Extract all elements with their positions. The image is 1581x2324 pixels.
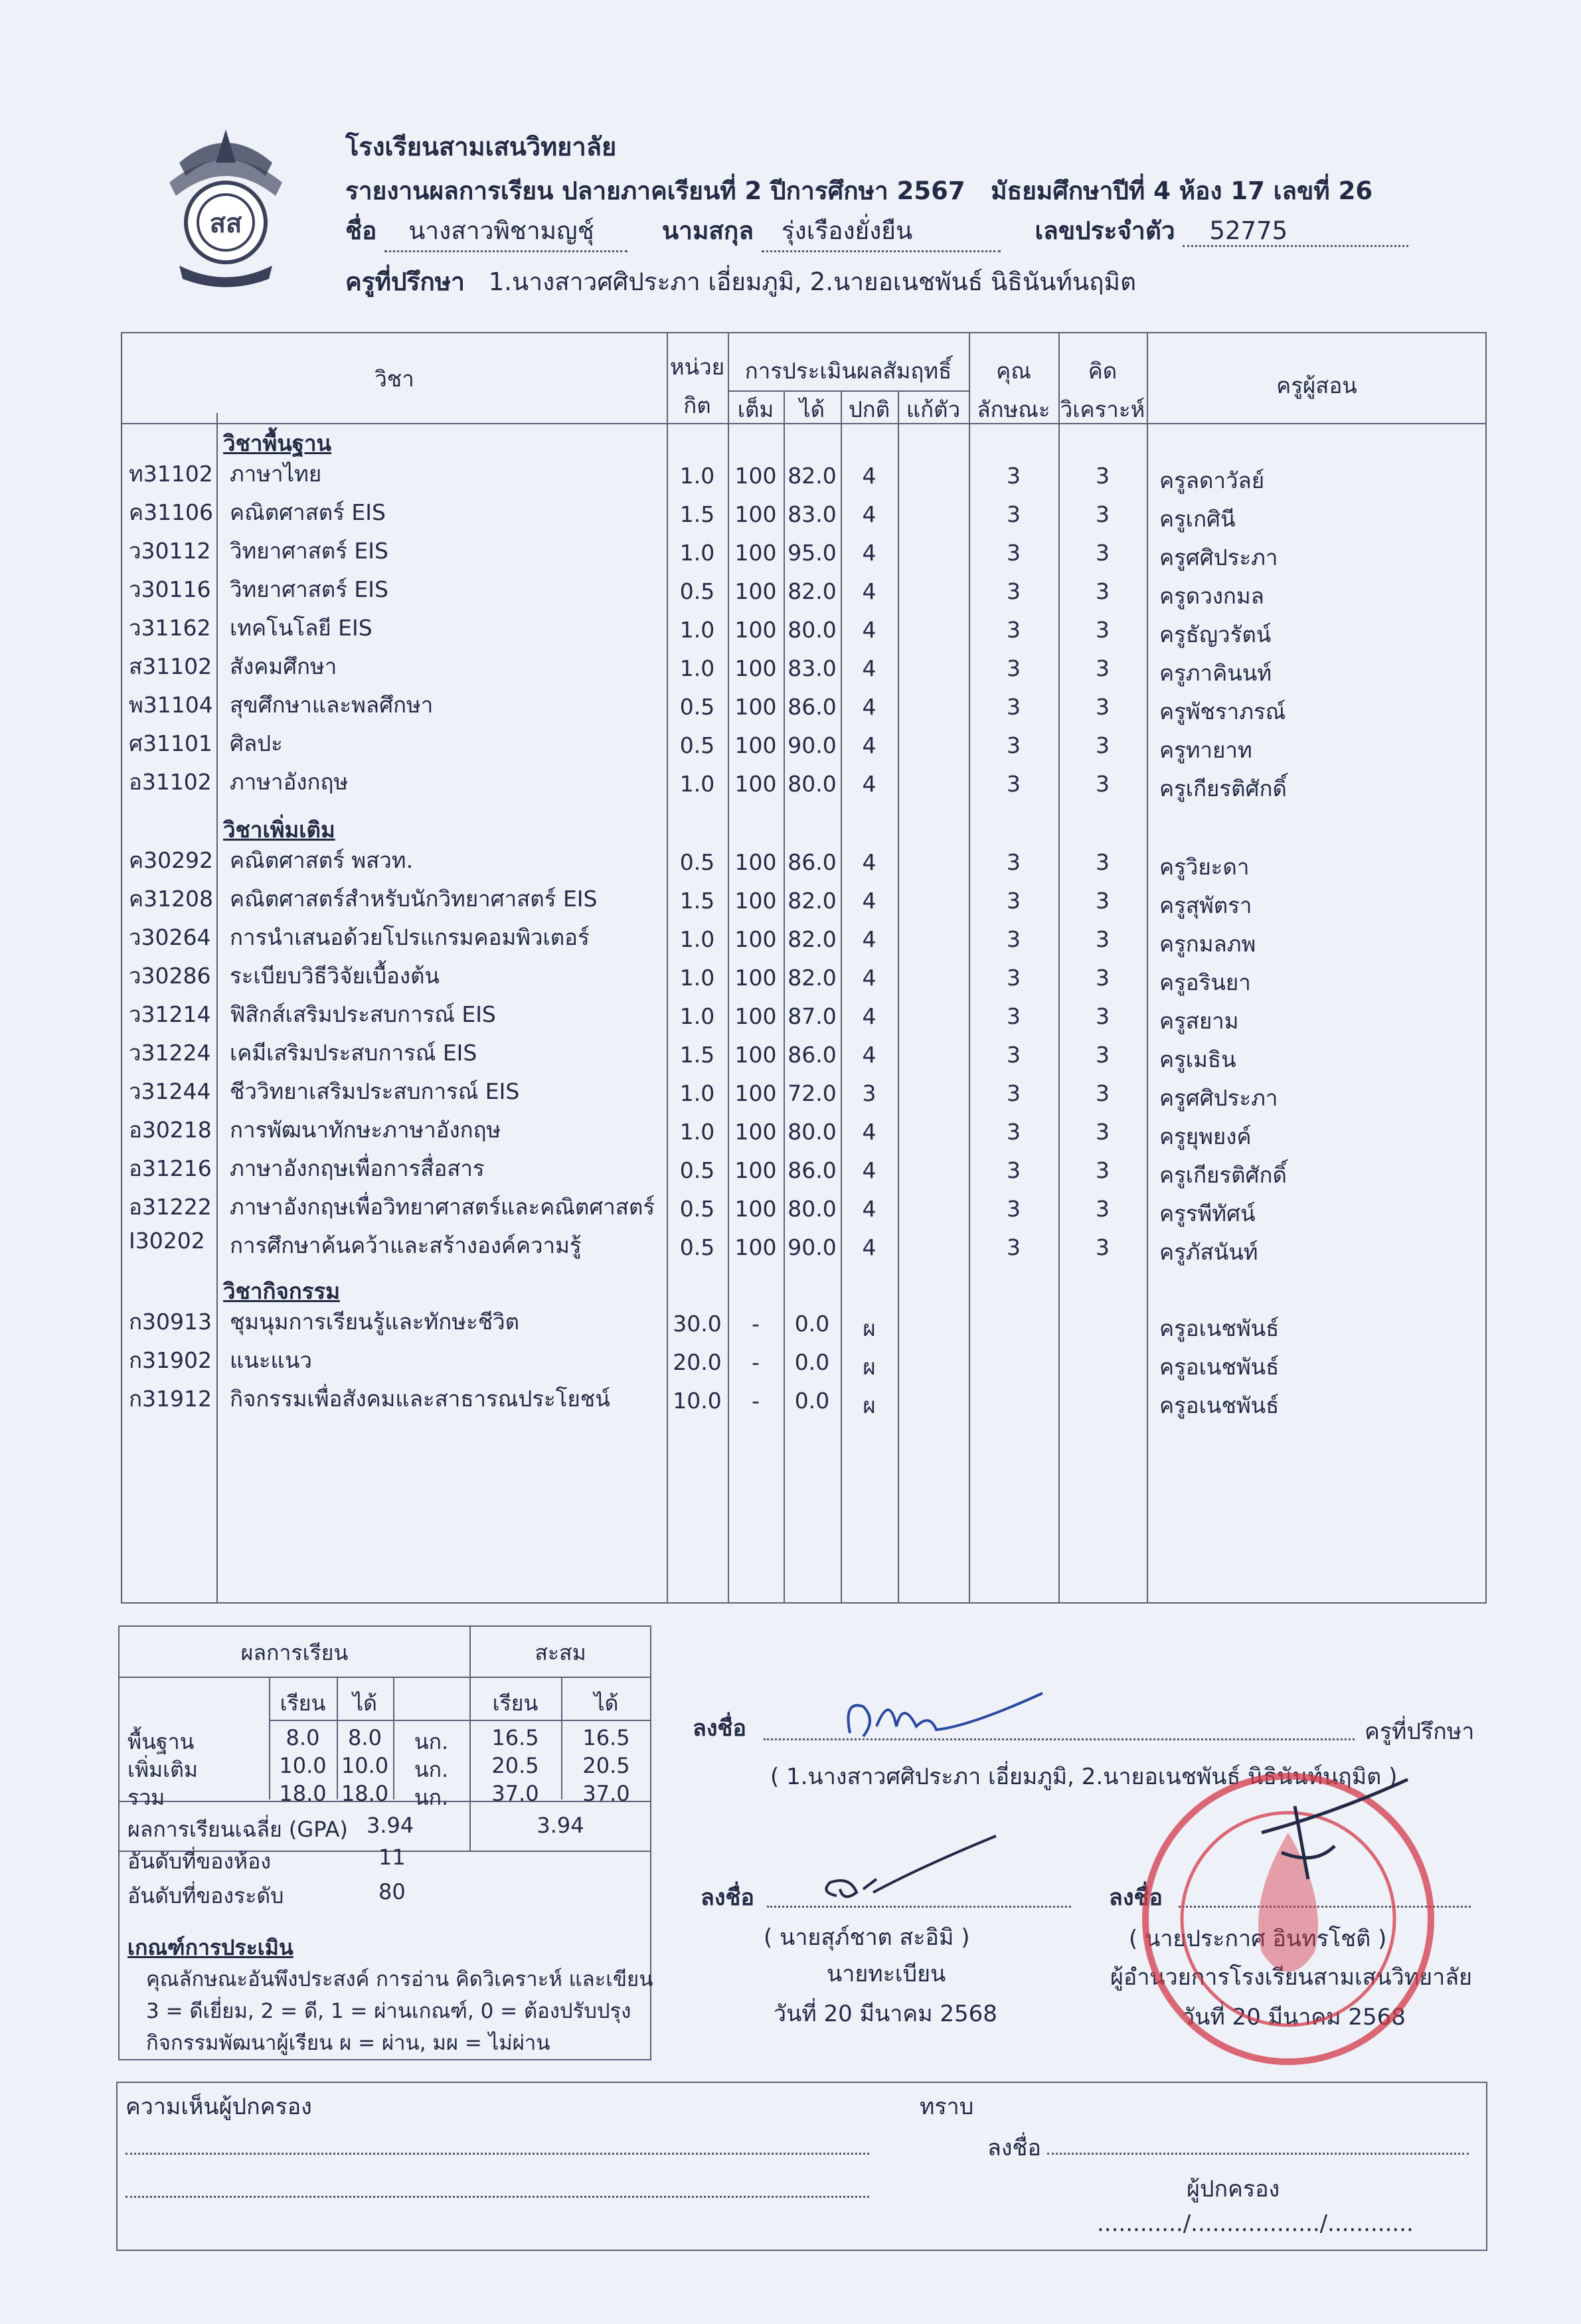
summary-box bbox=[118, 1625, 651, 2060]
cell-got: 82.0 bbox=[788, 578, 837, 604]
parent-role: ผู้ปกครอง bbox=[1187, 2176, 1280, 2202]
summary-cum-study-header: เรียน bbox=[492, 1691, 539, 1716]
rank-room-label: อันดับที่ของห้อง bbox=[127, 1849, 271, 1874]
cell-credit: 1.0 bbox=[679, 540, 715, 566]
cell-credit: 1.0 bbox=[679, 926, 715, 952]
registrar-date: วันที่ 20 มีนาคม 2568 bbox=[774, 2001, 997, 2027]
advisor-value: 1.นางสาวศศิประภา เอี่ยมภูมิ, 2.นายอเนชพันธ์ นิธินันท์นฤมิต bbox=[488, 268, 1136, 296]
cell-teacher: ครูเกียรติศักดิ์ bbox=[1159, 1162, 1287, 1188]
summary-got: 8.0 bbox=[348, 1725, 382, 1750]
cell-think: 3 bbox=[1096, 1234, 1110, 1260]
cell-got: 80.0 bbox=[788, 771, 837, 797]
cell-full: 100 bbox=[734, 501, 777, 527]
summary-got: 10.0 bbox=[341, 1753, 389, 1778]
cell-full: 100 bbox=[734, 1042, 777, 1068]
parent-opinion-box bbox=[116, 2082, 1487, 2251]
subject-name: เคมีเสริมประสบการณ์ EIS bbox=[230, 1040, 477, 1066]
summary-unit: นก. bbox=[414, 1757, 449, 1782]
cell-full: - bbox=[752, 1311, 760, 1337]
cell-char: 3 bbox=[1007, 655, 1021, 681]
surname-value: รุ่งเรืองยั่งยืน bbox=[762, 211, 1001, 252]
advisor-label: ครูที่ปรึกษา bbox=[345, 268, 465, 296]
school-stamp bbox=[1096, 1753, 1481, 2072]
header-got: ได้ bbox=[799, 396, 825, 422]
advisor-sign-names: ( 1.นางสาวศศิประภา เอี่ยมภูมิ, 2.นายอเนชพันธ์ นิธินันท์นฤมิต ) bbox=[770, 1764, 1398, 1790]
cell-credit: 1.0 bbox=[679, 965, 715, 991]
cell-char: 3 bbox=[1007, 463, 1021, 489]
report-title-text: รายงานผลการเรียน ปลายภาคเรียนที่ 2 ปีการศึกษา 2567 bbox=[345, 177, 965, 205]
subject-name: ฟิสิกส์เสริมประสบการณ์ EIS bbox=[230, 1001, 496, 1027]
subject-code: ค31208 bbox=[129, 886, 214, 912]
registrar-name: ( นายสุภ์ชาต สะอิมิ ) bbox=[764, 1924, 970, 1951]
subject-name: ภาษาอังกฤษเพื่อวิทยาศาสตร์และคณิตศาสตร์ bbox=[230, 1194, 655, 1220]
subject-code: ก31902 bbox=[129, 1347, 212, 1373]
subject-code: ว30116 bbox=[129, 576, 211, 602]
subject-code: ว31224 bbox=[129, 1040, 211, 1066]
cell-got: 0.0 bbox=[794, 1311, 830, 1337]
subject-code: ว30112 bbox=[129, 538, 211, 564]
subject-code: ว31244 bbox=[129, 1078, 211, 1104]
cell-char: 3 bbox=[1007, 1003, 1021, 1029]
cell-teacher: ครูสุพัตรา bbox=[1159, 892, 1252, 918]
summary-cumulative-header: สะสม bbox=[535, 1640, 586, 1665]
section-title: วิชาเพิ่มเติม bbox=[223, 817, 335, 843]
subject-code: ว30286 bbox=[129, 963, 211, 989]
cell-think: 3 bbox=[1096, 732, 1110, 758]
cell-teacher: ครูพัชราภรณ์ bbox=[1159, 699, 1286, 724]
cell-char: 3 bbox=[1007, 926, 1021, 952]
cell-think: 3 bbox=[1096, 926, 1110, 952]
summary-unit: นก. bbox=[414, 1785, 449, 1810]
cell-got: 86.0 bbox=[788, 1157, 837, 1183]
cell-grade: 4 bbox=[862, 1042, 876, 1068]
section-title: วิชากิจกรรม bbox=[223, 1278, 340, 1304]
subject-name: วิทยาศาสตร์ EIS bbox=[230, 576, 388, 602]
cell-teacher: ครูลดาวัลย์ bbox=[1159, 467, 1265, 493]
subject-code: ก31912 bbox=[129, 1386, 212, 1412]
subject-code: I30202 bbox=[129, 1228, 205, 1254]
id-value: 52775 bbox=[1183, 216, 1408, 247]
cell-credit: 1.5 bbox=[679, 501, 715, 527]
cell-char: 3 bbox=[1007, 771, 1021, 797]
subject-code: อ31216 bbox=[129, 1155, 212, 1181]
subject-name: แนะแนว bbox=[230, 1347, 312, 1373]
cell-full: 100 bbox=[734, 1080, 777, 1106]
cell-credit: 0.5 bbox=[679, 694, 715, 720]
cell-credit: 0.5 bbox=[679, 578, 715, 604]
rank-room-value: 11 bbox=[378, 1845, 406, 1870]
summary-cum-got-header: ได้ bbox=[594, 1691, 619, 1716]
advisor-row bbox=[345, 262, 1136, 301]
cell-credit: 1.0 bbox=[679, 771, 715, 797]
cell-full: 100 bbox=[734, 1234, 777, 1260]
cell-credit: 1.0 bbox=[679, 1119, 715, 1145]
cell-grade: 4 bbox=[862, 501, 876, 527]
cell-grade: 4 bbox=[862, 540, 876, 566]
cell-char: 3 bbox=[1007, 540, 1021, 566]
cell-grade: ผ bbox=[863, 1354, 876, 1380]
cell-full: 100 bbox=[734, 655, 777, 681]
cell-char: 3 bbox=[1007, 1042, 1021, 1068]
subject-code: ส31102 bbox=[129, 653, 212, 679]
cell-teacher: ครูภัสนันท์ bbox=[1159, 1239, 1258, 1265]
cell-char: 3 bbox=[1007, 578, 1021, 604]
cell-full: 100 bbox=[734, 463, 777, 489]
parent-opinion-line-1 bbox=[125, 2153, 869, 2155]
summary-label: พื้นฐาน bbox=[127, 1729, 195, 1754]
header-credit-2: กิต bbox=[683, 392, 711, 418]
cell-teacher: ครูวิยะดา bbox=[1159, 854, 1250, 880]
director-date: วันที่ 20 มีนาคม 2568 bbox=[1182, 2004, 1406, 2031]
summary-got: 18.0 bbox=[341, 1781, 389, 1806]
cell-got: 0.0 bbox=[794, 1349, 830, 1375]
cell-teacher: ครูอเนชพันธ์ bbox=[1159, 1315, 1280, 1341]
summary-cum-got: 16.5 bbox=[582, 1725, 630, 1750]
cell-teacher: ครูเกศินี bbox=[1159, 506, 1236, 532]
gpa-cumulative: 3.94 bbox=[537, 1813, 584, 1838]
cell-grade: 4 bbox=[862, 1119, 876, 1145]
subject-name: ชีววิทยาเสริมประสบการณ์ EIS bbox=[230, 1078, 520, 1104]
cell-teacher: ครูอรินยา bbox=[1159, 969, 1251, 995]
rank-level-value: 80 bbox=[378, 1879, 406, 1904]
cell-grade: 4 bbox=[862, 1196, 876, 1222]
cell-got: 90.0 bbox=[788, 732, 837, 758]
parent-opinion-line-2 bbox=[125, 2196, 869, 2198]
header-char: คุณ bbox=[996, 358, 1031, 384]
cell-teacher: ครูเกียรติศักดิ์ bbox=[1159, 776, 1287, 801]
cell-credit: 0.5 bbox=[679, 1196, 715, 1222]
cell-think: 3 bbox=[1096, 578, 1110, 604]
class-info: มัธยมศึกษาปีที่ 4 ห้อง 17 เลขที่ 26 bbox=[991, 177, 1373, 205]
cell-credit: 0.5 bbox=[679, 1157, 715, 1183]
cell-char: 3 bbox=[1007, 1196, 1021, 1222]
id-label: เลขประจำตัว bbox=[1035, 216, 1175, 245]
cell-think: 3 bbox=[1096, 501, 1110, 527]
header-normal: ปกติ bbox=[848, 396, 890, 422]
grades-table bbox=[121, 332, 1487, 1604]
cell-char: 3 bbox=[1007, 694, 1021, 720]
cell-teacher: ครูกมลภพ bbox=[1159, 931, 1256, 957]
cell-got: 82.0 bbox=[788, 463, 837, 489]
subject-code: ก30913 bbox=[129, 1309, 212, 1335]
cell-grade: 4 bbox=[862, 888, 876, 914]
subject-name: วิทยาศาสตร์ EIS bbox=[230, 538, 388, 564]
school-name: โรงเรียนสามเสนวิทยาลัย bbox=[345, 132, 617, 161]
cell-think: 3 bbox=[1096, 655, 1110, 681]
cell-char: 3 bbox=[1007, 849, 1021, 875]
cell-got: 86.0 bbox=[788, 694, 837, 720]
cell-grade: 4 bbox=[862, 655, 876, 681]
summary-study-header: เรียน bbox=[280, 1691, 326, 1716]
subject-name: คณิตศาสตร์ EIS bbox=[230, 499, 386, 525]
cell-credit: 1.0 bbox=[679, 463, 715, 489]
director-role: ผู้อำนวยการโรงเรียนสามเสนวิทยาลัย bbox=[1110, 1964, 1472, 1991]
subject-code: พ31104 bbox=[129, 692, 213, 718]
summary-cum-got: 20.5 bbox=[582, 1753, 630, 1778]
cell-got: 80.0 bbox=[788, 617, 837, 643]
cell-credit: 1.0 bbox=[679, 1080, 715, 1106]
cell-teacher: ครูรพีทัศน์ bbox=[1159, 1201, 1256, 1226]
cell-grade: 4 bbox=[862, 617, 876, 643]
advisor-signature bbox=[837, 1680, 1049, 1753]
cell-full: 100 bbox=[734, 965, 777, 991]
subject-name: เทคโนโลยี EIS bbox=[230, 615, 373, 641]
cell-teacher: ครูภาคินนท์ bbox=[1159, 660, 1272, 686]
cell-full: 100 bbox=[734, 1196, 777, 1222]
parent-opinion-label: ความเห็นผู้ปกครอง bbox=[125, 2094, 312, 2120]
subject-code: ว31162 bbox=[129, 615, 211, 641]
subject-code: ว30264 bbox=[129, 924, 211, 950]
cell-teacher: ครูเมธิน bbox=[1159, 1046, 1236, 1072]
cell-char: 3 bbox=[1007, 1080, 1021, 1106]
subject-name: สุขศึกษาและพลศึกษา bbox=[230, 692, 434, 718]
cell-grade: 4 bbox=[862, 965, 876, 991]
cell-full: - bbox=[752, 1388, 760, 1414]
cell-credit: 30.0 bbox=[673, 1311, 722, 1337]
cell-grade: 4 bbox=[862, 1234, 876, 1260]
parent-sign-label: ลงชื่อ bbox=[987, 2135, 1041, 2161]
cell-credit: 1.0 bbox=[679, 1003, 715, 1029]
header-teacher: ครูผู้สอน bbox=[1276, 373, 1357, 398]
cell-got: 80.0 bbox=[788, 1196, 837, 1222]
cell-full: 100 bbox=[734, 694, 777, 720]
cell-got: 82.0 bbox=[788, 926, 837, 952]
header-full: เต็ม bbox=[737, 396, 774, 422]
section-title: วิชาพื้นฐาน bbox=[223, 430, 332, 456]
summary-cum-study: 20.5 bbox=[491, 1753, 539, 1778]
summary-label: เพิ่มเติม bbox=[127, 1757, 198, 1782]
cell-char: 3 bbox=[1007, 1119, 1021, 1145]
cell-full: 100 bbox=[734, 1003, 777, 1029]
name-value: นางสาวพิชามญชุ์ bbox=[384, 211, 627, 252]
cell-got: 80.0 bbox=[788, 1119, 837, 1145]
summary-study: 18.0 bbox=[279, 1781, 327, 1806]
cell-credit: 0.5 bbox=[679, 849, 715, 875]
cell-credit: 1.5 bbox=[679, 1042, 715, 1068]
cell-teacher: ครูศศิประภา bbox=[1159, 544, 1278, 570]
subject-code: อ31222 bbox=[129, 1194, 212, 1220]
subject-name: ภาษาอังกฤษ bbox=[230, 769, 349, 795]
subject-name: ศิลปะ bbox=[230, 730, 283, 756]
gpa-label: ผลการเรียนเฉลี่ย (GPA) bbox=[127, 1817, 348, 1842]
cell-think: 3 bbox=[1096, 965, 1110, 991]
criteria-line-2: 3 = ดีเยี่ยม, 2 = ดี, 1 = ผ่านเกณฑ์, 0 = ต้องปรับปรุง bbox=[146, 1999, 631, 2023]
cell-got: 72.0 bbox=[788, 1080, 837, 1106]
cell-teacher: ครูอเนชพันธ์ bbox=[1159, 1354, 1280, 1380]
advisor-sign-role: ครูที่ปรึกษา bbox=[1365, 1718, 1475, 1745]
cell-char: 3 bbox=[1007, 888, 1021, 914]
cell-full: 100 bbox=[734, 888, 777, 914]
cell-full: 100 bbox=[734, 771, 777, 797]
cell-teacher: ครูยุพยงค์ bbox=[1159, 1123, 1252, 1149]
cell-got: 86.0 bbox=[788, 849, 837, 875]
header-think: คิด bbox=[1088, 358, 1118, 384]
header-subject: วิชา bbox=[374, 366, 414, 392]
cell-think: 3 bbox=[1096, 617, 1110, 643]
subject-name: คณิตศาสตร์ พสวท. bbox=[230, 847, 414, 873]
school-emblem bbox=[153, 123, 299, 289]
parent-ack-label: ทราบ bbox=[920, 2094, 974, 2120]
summary-cum-study: 16.5 bbox=[491, 1725, 539, 1750]
cell-grade: 4 bbox=[862, 463, 876, 489]
subject-code: ศ31101 bbox=[129, 730, 212, 756]
criteria-title: เกณฑ์การประเมิน bbox=[127, 1935, 293, 1960]
summary-unit: นก. bbox=[414, 1729, 449, 1754]
cell-think: 3 bbox=[1096, 540, 1110, 566]
svg-text:สส: สส bbox=[209, 208, 242, 239]
registrar-sign-label: ลงชื่อ bbox=[701, 1884, 754, 1911]
cell-got: 83.0 bbox=[788, 501, 837, 527]
subject-name: การพัฒนาทักษะภาษาอังกฤษ bbox=[230, 1117, 501, 1143]
summary-result-header: ผลการเรียน bbox=[240, 1640, 349, 1665]
cell-grade: ผ bbox=[863, 1315, 876, 1341]
subject-code: ค31106 bbox=[129, 499, 214, 525]
cell-got: 82.0 bbox=[788, 888, 837, 914]
cell-teacher: ครูธัญวรัตน์ bbox=[1159, 622, 1272, 647]
cell-think: 3 bbox=[1096, 888, 1110, 914]
cell-teacher: ครูศศิประภา bbox=[1159, 1085, 1278, 1111]
cell-credit: 10.0 bbox=[673, 1388, 722, 1414]
criteria-line-1: คุณลักษณะอันพึงประสงค์ การอ่าน คิดวิเคราะห์ และเขียน bbox=[146, 1967, 653, 1991]
subject-name: การศึกษาค้นคว้าและสร้างองค์ความรู้ bbox=[230, 1232, 582, 1258]
header-retake: แก้ตัว bbox=[906, 396, 961, 422]
gpa-value: 3.94 bbox=[367, 1813, 414, 1838]
cell-full: 100 bbox=[734, 540, 777, 566]
cell-full: 100 bbox=[734, 1119, 777, 1145]
cell-credit: 1.5 bbox=[679, 888, 715, 914]
cell-think: 3 bbox=[1096, 1157, 1110, 1183]
cell-think: 3 bbox=[1096, 1080, 1110, 1106]
cell-full: 100 bbox=[734, 1157, 777, 1183]
cell-full: - bbox=[752, 1349, 760, 1375]
cell-char: 3 bbox=[1007, 1234, 1021, 1260]
cell-teacher: ครูสยาม bbox=[1159, 1008, 1239, 1034]
cell-think: 3 bbox=[1096, 1042, 1110, 1068]
cell-credit: 1.0 bbox=[679, 617, 715, 643]
subject-code: อ30218 bbox=[129, 1117, 212, 1143]
subject-name: กิจกรรมเพื่อสังคมและสาธารณประโยชน์ bbox=[230, 1386, 610, 1412]
cell-got: 83.0 bbox=[788, 655, 837, 681]
cell-think: 3 bbox=[1096, 1003, 1110, 1029]
cell-char: 3 bbox=[1007, 732, 1021, 758]
header-credit: หน่วย bbox=[669, 354, 725, 380]
cell-got: 82.0 bbox=[788, 965, 837, 991]
cell-full: 100 bbox=[734, 617, 777, 643]
subject-name: ภาษาอังกฤษเพื่อการสื่อสาร bbox=[230, 1155, 485, 1181]
cell-grade: 4 bbox=[862, 1157, 876, 1183]
director-sign-label: ลงชื่อ bbox=[1109, 1884, 1163, 1911]
report-title bbox=[345, 171, 1373, 210]
cell-full: 100 bbox=[734, 926, 777, 952]
name-label: ชื่อ bbox=[345, 216, 377, 245]
header-think-2: วิเคราะห์ bbox=[1060, 396, 1145, 422]
director-name: ( นายประกาศ อินทรโชติ ) bbox=[1129, 1926, 1387, 1952]
registrar-signature bbox=[810, 1833, 1003, 1912]
cell-grade: ผ bbox=[863, 1392, 876, 1418]
summary-label: รวม bbox=[127, 1785, 165, 1810]
cell-grade: 4 bbox=[862, 926, 876, 952]
cell-teacher: ครูอเนชพันธ์ bbox=[1159, 1392, 1280, 1418]
parent-date: ............/................../............ bbox=[1097, 2210, 1414, 2237]
summary-got-header: ได้ bbox=[353, 1691, 377, 1716]
rank-level-label: อันดับที่ของระดับ bbox=[127, 1883, 284, 1908]
summary-study: 8.0 bbox=[286, 1725, 320, 1750]
header-char-2: ลักษณะ bbox=[977, 396, 1050, 422]
cell-got: 95.0 bbox=[788, 540, 837, 566]
registrar-role: นายทะเบียน bbox=[827, 1961, 946, 1987]
header-assessment: การประเมินผลสัมฤทธิ์ bbox=[744, 358, 952, 384]
cell-got: 90.0 bbox=[788, 1234, 837, 1260]
summary-cum-study: 37.0 bbox=[491, 1781, 539, 1806]
subject-code: ว31214 bbox=[129, 1001, 211, 1027]
cell-grade: 4 bbox=[862, 1003, 876, 1029]
advisor-sign-label: ลงชื่อ bbox=[693, 1715, 746, 1742]
cell-grade: 4 bbox=[862, 771, 876, 797]
cell-credit: 0.5 bbox=[679, 1234, 715, 1260]
cell-char: 3 bbox=[1007, 1157, 1021, 1183]
cell-grade: 4 bbox=[862, 578, 876, 604]
cell-char: 3 bbox=[1007, 501, 1021, 527]
cell-char: 3 bbox=[1007, 965, 1021, 991]
cell-grade: 4 bbox=[862, 849, 876, 875]
cell-credit: 0.5 bbox=[679, 732, 715, 758]
cell-think: 3 bbox=[1096, 1196, 1110, 1222]
student-name-row bbox=[345, 211, 1408, 252]
cell-full: 100 bbox=[734, 732, 777, 758]
cell-think: 3 bbox=[1096, 1119, 1110, 1145]
cell-credit: 20.0 bbox=[673, 1349, 722, 1375]
cell-teacher: ครูทายาท bbox=[1159, 737, 1252, 763]
cell-full: 100 bbox=[734, 578, 777, 604]
cell-full: 100 bbox=[734, 849, 777, 875]
cell-grade: 4 bbox=[862, 694, 876, 720]
subject-name: คณิตศาสตร์สำหรับนักวิทยาศาสตร์ EIS bbox=[230, 886, 598, 912]
subject-code: อ31102 bbox=[129, 769, 212, 795]
cell-think: 3 bbox=[1096, 771, 1110, 797]
summary-study: 10.0 bbox=[279, 1753, 327, 1778]
subject-name: ภาษาไทย bbox=[230, 461, 322, 487]
cell-think: 3 bbox=[1096, 694, 1110, 720]
cell-teacher: ครูดวงกมล bbox=[1159, 583, 1264, 609]
cell-got: 87.0 bbox=[788, 1003, 837, 1029]
surname-label: นามสกุล bbox=[661, 216, 754, 245]
cell-got: 0.0 bbox=[794, 1388, 830, 1414]
subject-name: สังคมศึกษา bbox=[230, 653, 337, 679]
cell-think: 3 bbox=[1096, 849, 1110, 875]
cell-grade: 3 bbox=[862, 1080, 876, 1106]
cell-think: 3 bbox=[1096, 463, 1110, 489]
parent-sign-line bbox=[1047, 2153, 1469, 2155]
subject-code: ท31102 bbox=[129, 461, 213, 487]
cell-grade: 4 bbox=[862, 732, 876, 758]
subject-code: ค30292 bbox=[129, 847, 214, 873]
cell-credit: 1.0 bbox=[679, 655, 715, 681]
summary-cum-got: 37.0 bbox=[582, 1781, 630, 1806]
cell-char: 3 bbox=[1007, 617, 1021, 643]
criteria-line-3: กิจกรรมพัฒนาผู้เรียน ผ = ผ่าน, มผ = ไม่ผ่าน bbox=[146, 2031, 550, 2055]
subject-name: ชุมนุมการเรียนรู้และทักษะชีวิต bbox=[230, 1309, 520, 1335]
subject-name: ระเบียบวิธีวิจัยเบื้องต้น bbox=[230, 963, 440, 989]
subject-name: การนำเสนอด้วยโปรแกรมคอมพิวเตอร์ bbox=[230, 924, 590, 950]
cell-got: 86.0 bbox=[788, 1042, 837, 1068]
